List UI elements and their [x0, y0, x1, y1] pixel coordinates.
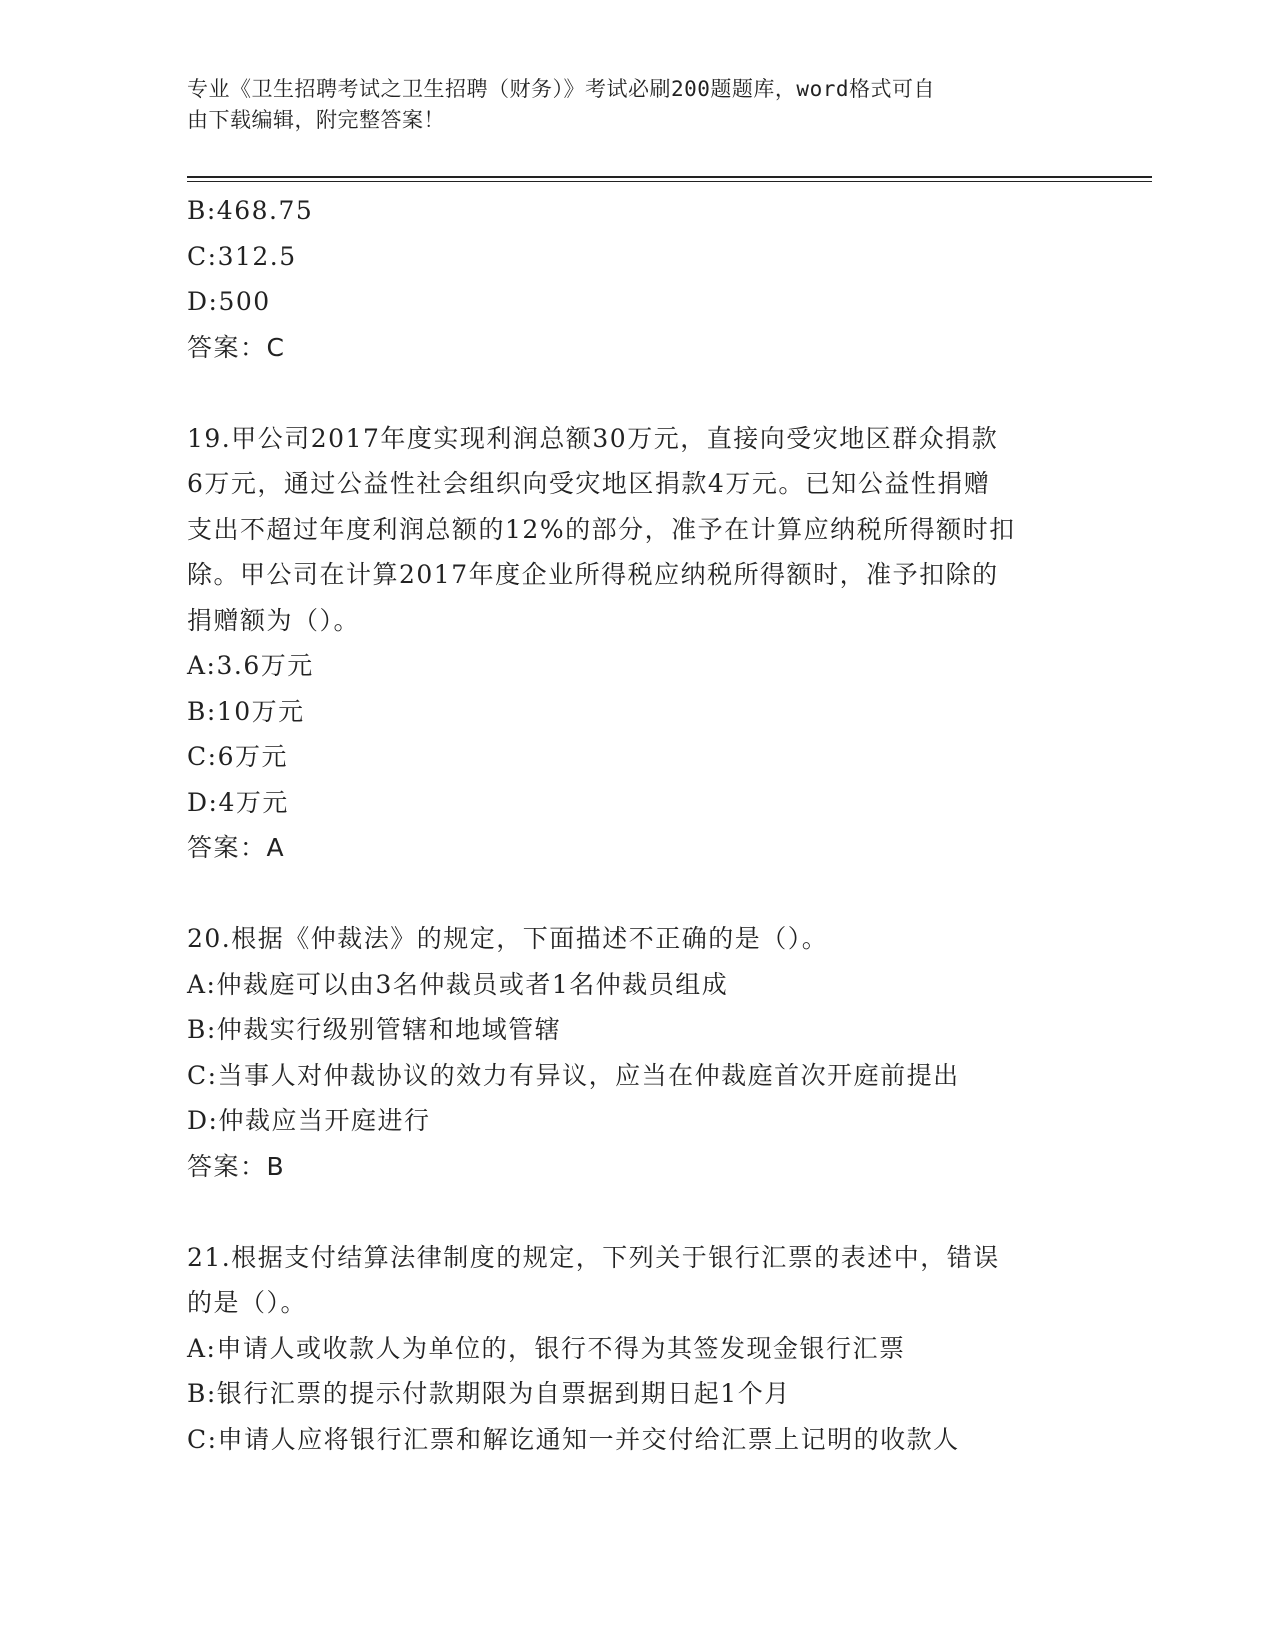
option-text: 仲裁实行级别管辖和地域管辖	[216, 1015, 562, 1044]
option-c	[187, 234, 1087, 280]
question-stem-line: 21.根据支付结算法律制度的规定，下列关于银行汇票的表述中，错误	[187, 1242, 1000, 1272]
question-19	[187, 416, 1087, 871]
question-20	[187, 916, 1087, 1189]
option-key: D:	[187, 787, 219, 817]
option-c	[187, 1053, 1087, 1099]
option-text: 4万元	[218, 787, 289, 817]
option-key: A:	[187, 969, 217, 999]
option-key: A:	[187, 651, 217, 680]
option-text: 10万元	[216, 696, 305, 726]
question-stem-line: 除。甲公司在计算2017年度企业所得税应纳税所得额时，准予扣除的	[187, 560, 999, 589]
option-b	[187, 689, 1087, 735]
option-text: 3.6万元	[216, 651, 314, 680]
question-18	[187, 188, 1087, 370]
question-stem-line: 支出不超过年度利润总额的12%的部分，准予在计算应纳税所得额时扣	[187, 514, 1016, 544]
option-key: B:	[187, 696, 217, 726]
answer-line: 答案：B	[187, 1151, 286, 1181]
document-header	[187, 74, 1067, 136]
option-a	[187, 643, 1087, 689]
option-key: D:	[187, 1106, 219, 1135]
option-key: C:	[187, 1424, 218, 1454]
spacer	[187, 370, 1087, 416]
option-text: 500	[218, 287, 271, 316]
option-text: 312.5	[217, 241, 297, 271]
option-key: C:	[187, 742, 218, 771]
option-a	[187, 962, 1087, 1008]
option-text: 银行汇票的提示付款期限为自票据到期日起1个月	[216, 1379, 791, 1408]
option-text: 申请人或收款人为单位的，银行不得为其签发现金银行汇票	[216, 1333, 906, 1363]
question-stem-line: 的是（）。	[187, 1288, 308, 1317]
option-text: 6万元	[217, 742, 288, 771]
option-text: 468.75	[216, 196, 314, 225]
question-21	[187, 1235, 1087, 1463]
option-key: C:	[187, 241, 218, 271]
option-text: 申请人应将银行汇票和解讫通知一并交付给汇票上记明的收款人	[217, 1424, 960, 1454]
option-key: A:	[187, 1333, 217, 1363]
question-stem-line: 捐赠额为（）。	[187, 605, 361, 635]
option-text: 仲裁应当开庭进行	[218, 1106, 431, 1135]
question-stem-line: 19.甲公司2017年度实现利润总额30万元，直接向受灾地区群众捐款	[187, 423, 999, 453]
answer-line: 答案：A	[187, 833, 286, 862]
option-text: 仲裁庭可以由3名仲裁员或者1名仲裁员组成	[216, 969, 729, 999]
option-key: B:	[187, 1015, 217, 1044]
header-divider-thin	[187, 181, 1152, 182]
option-c	[187, 1417, 1087, 1463]
option-d	[187, 1098, 1087, 1144]
option-b	[187, 188, 1087, 234]
option-a	[187, 1326, 1087, 1372]
answer-line: 答案：C	[187, 332, 286, 362]
option-key: B:	[187, 196, 217, 225]
option-key: B:	[187, 1379, 217, 1408]
option-b	[187, 1371, 1087, 1417]
option-text: 当事人对仲裁协议的效力有异议，应当在仲裁庭首次开庭前提出	[217, 1060, 960, 1090]
header-line-1: 专业《卫生招聘考试之卫生招聘（财务）》考试必刷200题题库，word格式可自	[187, 77, 935, 101]
document-body	[187, 188, 1087, 1462]
option-d	[187, 780, 1087, 826]
spacer	[187, 871, 1087, 917]
option-key: C:	[187, 1060, 218, 1090]
header-line-2: 由下载编辑，附完整答案！	[187, 108, 445, 132]
option-c	[187, 734, 1087, 780]
option-b	[187, 1007, 1087, 1053]
option-key: D:	[187, 287, 219, 316]
option-d	[187, 279, 1087, 325]
header-divider-thick	[187, 176, 1152, 178]
question-stem-line: 20.根据《仲裁法》的规定，下面描述不正确的是（）。	[187, 924, 829, 953]
question-stem-line: 6万元，通过公益性社会组织向受灾地区捐款4万元。已知公益性捐赠	[187, 469, 991, 498]
spacer	[187, 1189, 1087, 1235]
